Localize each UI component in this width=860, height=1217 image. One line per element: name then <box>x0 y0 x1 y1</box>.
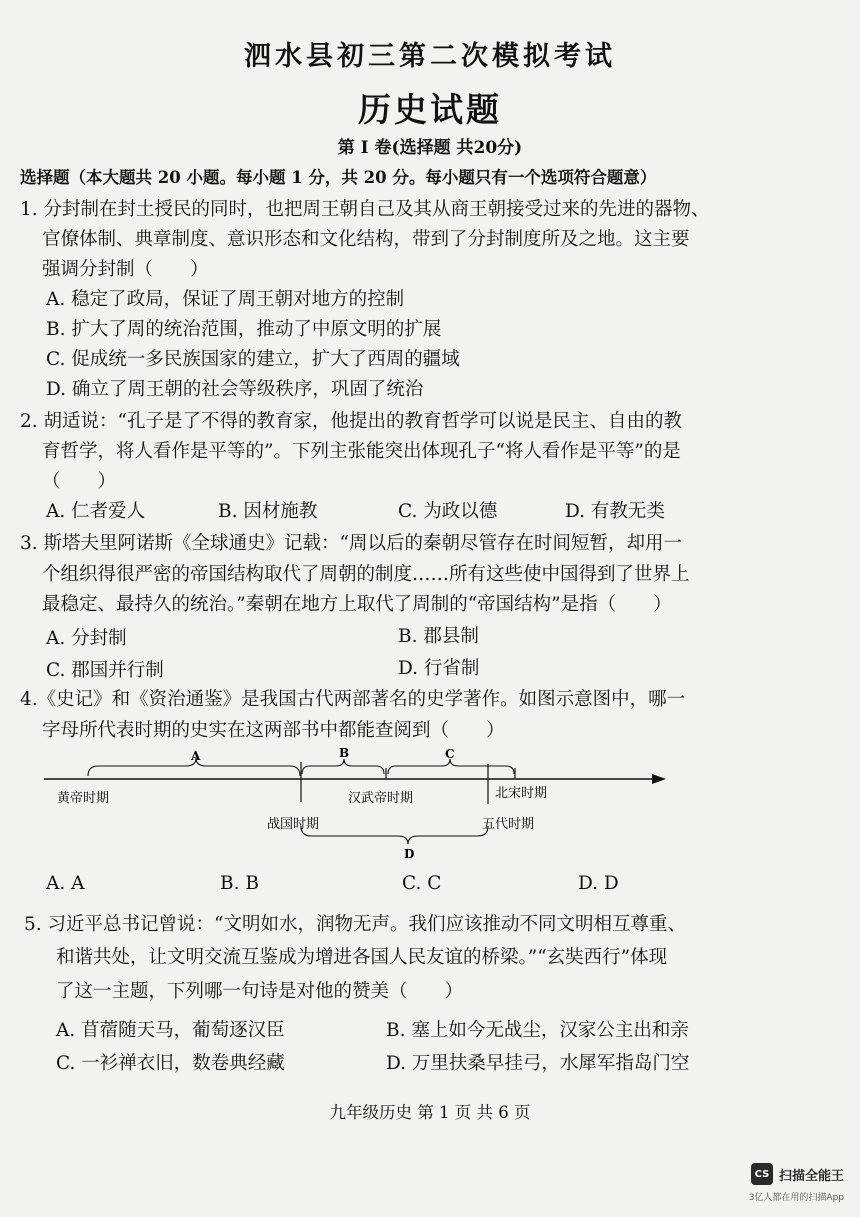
scanner-logo-icon: CS <box>751 1163 773 1185</box>
q1-option-d[interactable]: D. 确立了周王朝的社会等级秩序，巩固了统治 <box>46 379 424 400</box>
q4-option-a[interactable]: A. A <box>46 873 85 894</box>
page-footer: 九年级历史 第 1 页 共 6 页 <box>329 1103 531 1122</box>
q2-option-b[interactable]: B. 因材施教 <box>218 501 318 522</box>
q1-line-2: 官僚体制、典章制度、意识形态和文化结构，带到了分封制度所及之地。这主要 <box>42 229 690 250</box>
q1-option-c[interactable]: C. 促成统一多民族国家的建立，扩大了西周的疆域 <box>46 349 460 370</box>
q5-option-b[interactable]: B. 塞上如今无战尘，汉家公主出和亲 <box>386 1020 689 1041</box>
exam-title: 泗水县初三第二次模拟考试 <box>244 41 616 72</box>
q2-option-d[interactable]: D. 有教无类 <box>565 501 665 522</box>
label-han-wudi: 汉武帝时期 <box>348 791 414 806</box>
label-northern-song: 北宋时期 <box>495 786 548 801</box>
q5-line-1: 5. 习近平总书记曾说：“文明如水，润物无声。我们应该推动不同文明相互尊重、 <box>24 914 686 935</box>
q3-option-b[interactable]: B. 郡县制 <box>398 626 479 647</box>
brace-b <box>302 759 384 774</box>
section-instructions: 选择题（本大题共 20 小题。每小题 1 分，共 20 分。每小题只有一个选项符合题意） <box>20 168 657 187</box>
scanner-watermark <box>751 1163 844 1185</box>
q2-line-1: 2. 胡适说：“孔子是了不得的教育家，他提出的教育哲学可以说是民主、自由的教 <box>20 411 682 432</box>
q4-option-d[interactable]: D. D <box>578 873 619 894</box>
label-huangdi: 黄帝时期 <box>57 791 110 806</box>
q4-option-c[interactable]: C. C <box>402 873 442 894</box>
letter-c: C <box>445 747 455 761</box>
q1-line-3: 强调分封制（ ） <box>42 259 209 280</box>
q3-option-c[interactable]: C. 郡国并行制 <box>46 660 164 681</box>
q5-option-a[interactable]: A. 苜蓿随天马，葡萄逐汉臣 <box>56 1020 285 1041</box>
timeline-diagram <box>0 740 860 870</box>
letter-b: B <box>339 746 350 760</box>
q1-option-a[interactable]: A. 稳定了政局，保证了周王朝对地方的控制 <box>46 289 405 310</box>
brace-d <box>301 826 488 844</box>
brace-c <box>388 759 514 774</box>
q4-line-2: 字母所代表时期的史实在这两部书中都能查阅到（ ） <box>42 720 505 741</box>
letter-d: D <box>404 847 415 861</box>
scanner-tagline: 3亿人都在用的扫描App <box>748 1193 844 1203</box>
timeline-arrowhead <box>652 774 666 784</box>
q5-line-3: 了这一主题，下列哪一句诗是对他的赞美（ ） <box>56 981 464 1002</box>
letter-a: A <box>191 749 201 763</box>
q4-option-b[interactable]: B. B <box>220 873 259 894</box>
q3-line-1: 3. 斯塔夫里阿诺斯《全球通史》记载：“周以后的秦朝尽管存在时间短暂，却用一 <box>20 533 682 554</box>
label-five-dynasties: 五代时期 <box>482 817 535 832</box>
scanner-app-name: 扫描全能王 <box>778 1168 844 1184</box>
q2-option-a[interactable]: A. 仁者爱人 <box>46 501 146 522</box>
q3-line-2: 个组织得很严密的帝国结构取代了周朝的制度……所有这些使中国得到了世界上 <box>42 564 690 585</box>
q1-line-1: 1. 分封制在封土授民的同时，也把周王朝自己及其从商王朝接受过来的先进的器物、 <box>20 199 710 220</box>
q2-line-3: （ ） <box>42 471 117 492</box>
q2-option-c[interactable]: C. 为政以德 <box>398 501 498 522</box>
q3-line-3: 最稳定、最持久的统治。”秦朝在地方上取代了周制的“帝国结构”是指（ ） <box>42 594 672 615</box>
q5-option-c[interactable]: C. 一衫禅衣旧，数卷典经藏 <box>56 1053 285 1074</box>
q5-option-d[interactable]: D. 万里扶桑早挂弓，水犀军指岛门空 <box>386 1053 690 1074</box>
label-warring-states: 战国时期 <box>267 817 320 832</box>
q5-line-2: 和谐共处，让文明交流互鉴成为增进各国人民友谊的桥梁。”“玄奘西行”体现 <box>56 947 668 968</box>
q3-option-a[interactable]: A. 分封制 <box>46 628 127 649</box>
q2-line-2: 育哲学，将人看作是平等的”。下列主张能突出体现孔子“将人看作是平等”的是 <box>42 441 681 462</box>
q3-option-d[interactable]: D. 行省制 <box>398 658 480 679</box>
volume-heading: 第 I 卷(选择题 共20分) <box>337 138 523 158</box>
subject-title: 历史试题 <box>358 90 502 129</box>
q1-option-b[interactable]: B. 扩大了周的统治范围，推动了中原文明的扩展 <box>46 319 442 340</box>
q4-line-1: 4.《史记》和《资治通鉴》是我国古代两部著名的史学著作。如图示意图中，哪一 <box>20 689 686 710</box>
